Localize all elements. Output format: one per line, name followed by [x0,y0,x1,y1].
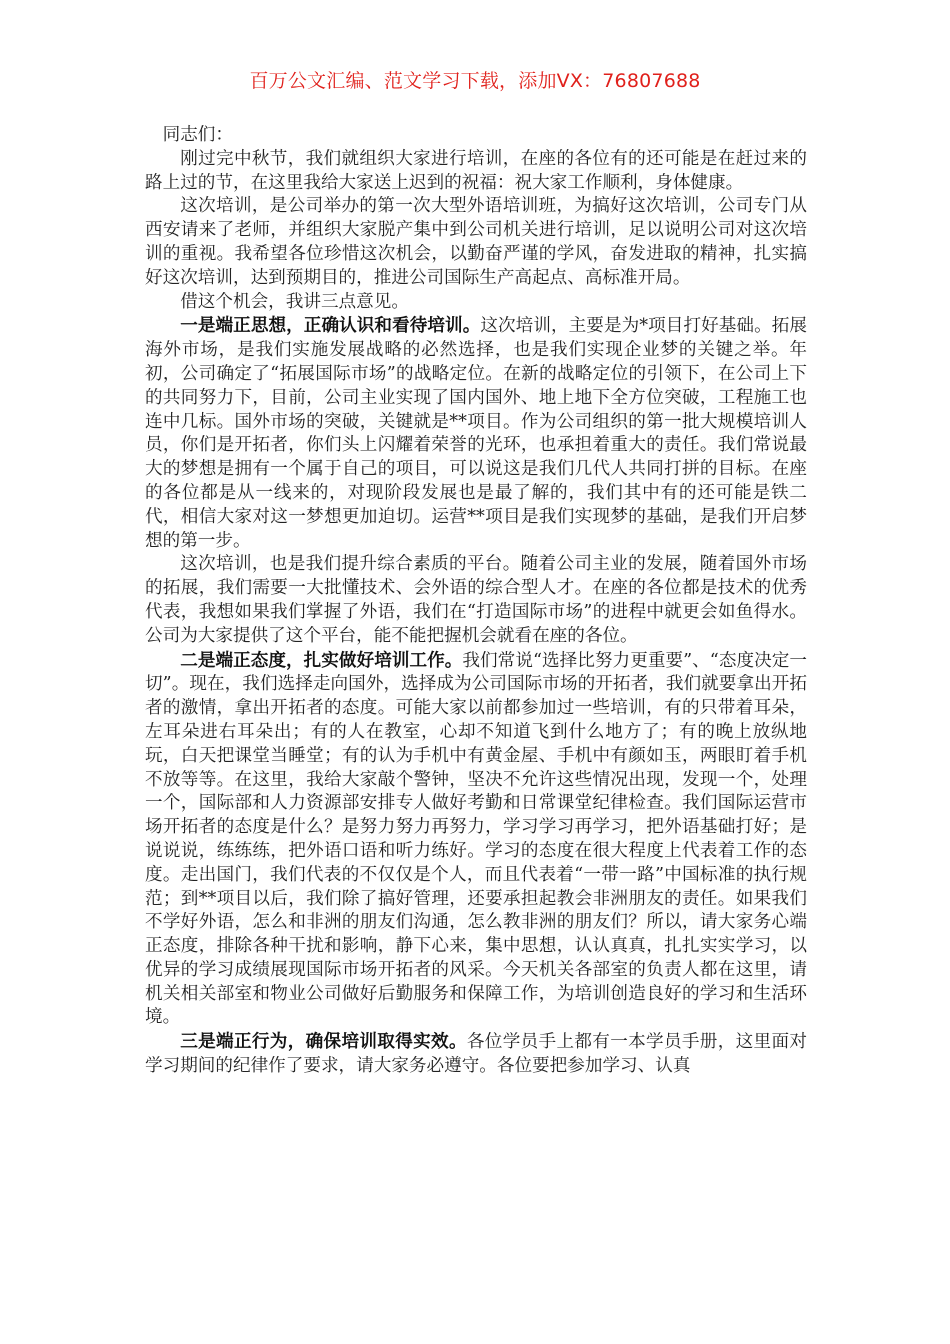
paragraph [145,148,807,196]
paragraph [145,553,807,648]
salutation: 同志们： [162,125,233,145]
point-heading: 三是端正行为，确保培训取得实效。 [180,1031,467,1053]
paragraph [145,1030,807,1079]
paragraph-text: 各位学员手上都有一本学员手册，这里面对学习期间的纪律作了要求，请大家务必遵守。各位要把参加学习、认真 [145,1032,807,1077]
paragraph [145,291,807,315]
paragraph-text: 这次培训，主要是为*项目打好基础。拓展海外市场，是我们实施发展战略的必然选择，也是我们实现企业梦的关键之举。年初，公司确定了“拓展国际市场”的战略定位。在新的战略定位的引领下，在公司上下的共同努力下，目前，公司主业实现了国内国外、地上地下全方位突破，工程施工也连中几标。国外市场的突破，关键就是**项目。作为公司组织的第一批大规模培训人员，你们是开拓者，你们头上闪耀着荣誉的光环，也承担着重大的责任。我们常说最大的梦想是拥有一个属于自己的项目，可以说这是我们几代人共同打拼的目标。在座的各位都是从一线来的，对现阶段发展也是最了解的，我们其中有的还可能是铁二代，相信大家对这一梦想更加迫切。运营**项目是我们实现梦的基础，是我们开启梦想的第一步。 [145,316,807,551]
header-banner: 百万公文汇编、范文学习下载，添加VX：76807688 [249,70,701,92]
paragraph [145,314,807,553]
paragraph-text: 我们常说“选择比努力更重要”、“态度决定一切”。现在，我们选择走向国外，选择成为公司国际市场的开拓者，我们就要拿出开拓者的激情，拿出开拓者的态度。可能大家以前都参加过一些培训，有的只带着耳朵，左耳朵进右耳朵出；有的人在教室，心却不知道飞到什么地方了；有的晚上放纵地玩，白天把课堂当睡堂；有的认为手机中有黄金屋、手机中有颜如玉，两眼盯着手机不放等等。在这里，我给大家敲个警钟，坚决不允许这些情况出现，发现一个，处理一个，国际部和人力资源部安排专人做好考勤和日常课堂纪律检查。我们国际运营市场开拓者的态度是什么？是努力努力再努力，学习学习再学习，把外语基础打好；是说说说，练练练，把外语口语和听力练好。学习的态度在很大程度上代表着工作的态度。走出国门，我们代表的不仅仅是个人，而且代表着“一带一路”中国标准的执行规范；到**项目以后，我们除了搞好管理，还要承担起教会非洲朋友的责任。如果我们不学好外语，怎么和非洲的朋友们沟通，怎么教非洲的朋友们？所以，请大家务心端正态度，排除各种干扰和影响，静下心来，集中思想，认认真真，扎扎实实学习，以优异的学习成绩展现国际市场开拓者的风采。今天机关各部室的负责人都在这里，请机关相关部室和物业公司做好后勤服务和保障工作，为培训创造良好的学习和生活环境。 [145,650,807,1028]
paragraph-text: 这次培训，也是我们提升综合素质的平台。随着公司主业的发展，随着国外市场的拓展，我们需要一大批懂技术、会外语的综合型人才。在座的各位都是技术的优秀代表，我想如果我们掌握了外语，我们在“打造国际市场”的进程中就更会如鱼得水。公司为大家提供了这个平台，能不能把握机会就看在座的各位。 [145,554,807,646]
paragraph [145,649,807,1031]
point-heading: 二是端正态度，扎实做好培训工作。 [180,649,463,671]
paragraph [145,195,807,290]
paragraph-text: 刚过完中秋节，我们就组织大家进行培训，在座的各位有的还可能是在赶过来的路上过的节，在这里我给大家送上迟到的祝福：祝大家工作顺利，身体健康。 [145,148,807,193]
point-heading: 一是端正思想，正确认识和看待培训。 [180,315,481,337]
document-body [145,124,807,1079]
paragraph-text: 这次培训，是公司举办的第一次大型外语培训班，为搞好这次培训，公司专门从西安请来了老师，并组织大家脱产集中到公司机关进行培训，足以说明公司对这次培训的重视。我希望各位珍惜这次机会，以勤奋严谨的学风，奋发进取的精神，扎实搞好这次培训，达到预期目的，推进公司国际生产高起点、高标准开局。 [145,196,807,288]
paragraph-text: 借这个机会，我讲三点意见。 [180,291,409,312]
